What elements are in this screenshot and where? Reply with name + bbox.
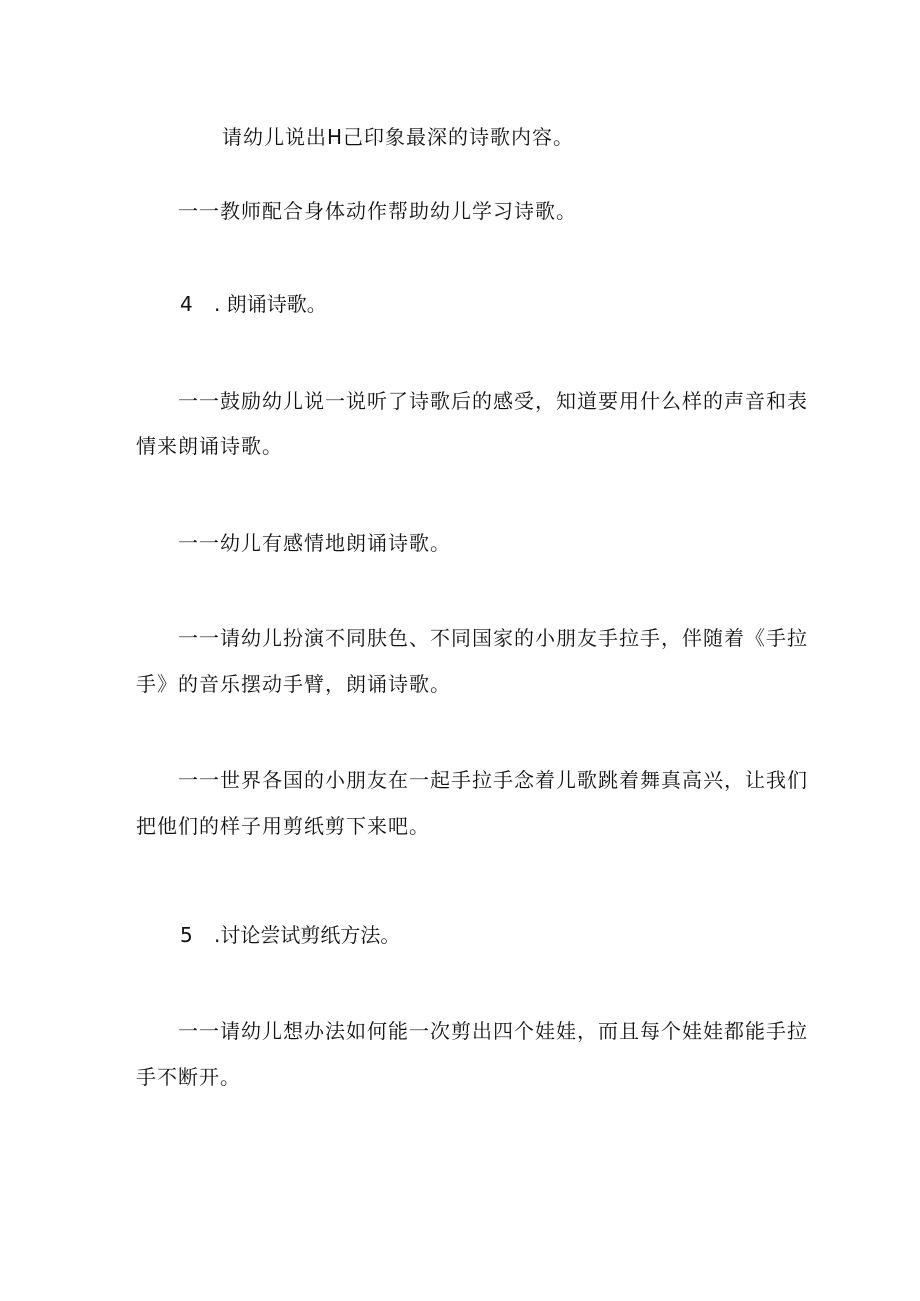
step-number: 5: [180, 923, 193, 947]
step-title: .讨论尝试剪纸方法。: [214, 923, 401, 947]
step-title: . 朗诵诗歌。: [214, 292, 327, 316]
heading-step-4: [180, 292, 327, 316]
step-number: 4: [180, 292, 193, 316]
paragraph-cut-method-line-2: 手不断开。: [136, 1065, 241, 1089]
paragraph-recall: 请幼儿说出H己印象最深的诗歌内容。: [222, 125, 575, 149]
paragraph-role-play-line-2: 手》的音乐摆动手臂，朗诵诗歌。: [136, 672, 451, 696]
paragraph-papercut-intro-line-2: 把他们的样子用剪纸剪下来吧。: [136, 814, 430, 838]
paragraph-feelings-line-2: 情来朗诵诗歌。: [136, 434, 283, 458]
heading-step-5: [180, 923, 400, 947]
paragraph-papercut-intro-line-1: 一一世界各国的小朋友在一起手拉手念着儿歌跳着舞真高兴，让我们: [178, 768, 808, 792]
paragraph-cut-method-line-1: 一一请幼儿想办法如何能一次剪出四个娃娃，而且每个娃娃都能手拉: [178, 1019, 808, 1043]
paragraph-teacher-actions: 一一教师配合身体动作帮助幼儿学习诗歌。: [178, 199, 577, 223]
paragraph-recite: 一一幼儿有感情地朗诵诗歌。: [178, 531, 451, 555]
paragraph-role-play-line-1: 一一请幼儿扮演不同肤色、不同国家的小朋友手拉手，伴随着《手拉: [178, 626, 808, 650]
paragraph-feelings-line-1: 一一鼓励幼儿说一说听了诗歌后的感受，知道要用什么样的声音和表: [178, 389, 808, 413]
